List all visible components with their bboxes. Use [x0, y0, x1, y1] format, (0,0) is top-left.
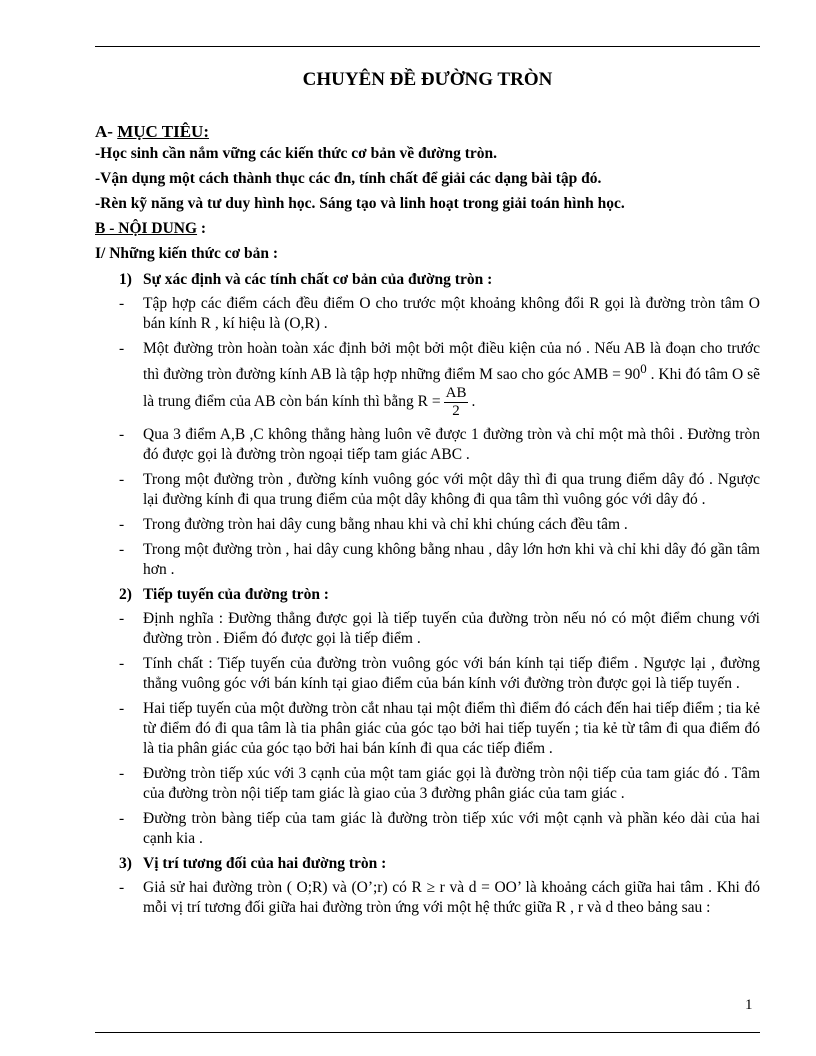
list-item [95, 540, 760, 580]
fraction-denominator: 2 [452, 403, 460, 420]
subsection-2-heading [119, 585, 760, 605]
subsection-2-number: 2) [119, 586, 132, 604]
subsection-3-list [95, 878, 760, 918]
bullet-dash: - [119, 471, 125, 489]
subsection-1-list [95, 294, 760, 580]
bullet-dash: - [119, 700, 125, 718]
list-item-text: Một đường tròn hoàn toàn xác định bởi một bởi một điều kiện của nó . Nếu AB là đoạn cho trước thì đường tròn đường kính AB là tập hợp những điểm M sao cho góc AMB = 90 [143, 340, 760, 384]
footer-rule [95, 1032, 760, 1033]
list-item [95, 515, 760, 535]
section-b-suffix: : [197, 220, 207, 237]
bullet-dash: - [119, 879, 125, 897]
list-item [95, 425, 760, 465]
fraction [444, 385, 469, 420]
section-b-title: B - NỘI DUNG [95, 220, 198, 237]
list-item [95, 699, 760, 759]
section-b-heading [95, 219, 760, 239]
page-number: 1 [745, 997, 753, 1013]
goal-1: -Học sinh cần nắm vững các kiến thức cơ bản về đường tròn. [95, 145, 498, 162]
radius-formula [417, 385, 476, 420]
section-a-prefix: A- [95, 122, 118, 141]
section-a-heading [95, 122, 760, 142]
list-item [95, 294, 760, 334]
list-item-text: Định nghĩa : Đường thẳng được gọi là tiếp tuyến của đường tròn nếu nó có một điểm chung với đường tròn . Điểm đó được gọi là tiếp điểm . [143, 610, 760, 648]
list-item [95, 339, 760, 420]
fraction-numerator: AB [445, 385, 467, 402]
bullet-dash: - [119, 810, 125, 828]
list-item-text: Đường tròn tiếp xúc với 3 cạnh của một tam giác gọi là đường tròn nội tiếp của tam giác đó . Tâm của đường tròn nội tiếp tam giác là giao của 3 đường phân giác của tam giác . [143, 765, 760, 803]
list-item [95, 654, 760, 694]
list-item-text: Trong đường tròn hai dây cung bằng nhau khi và chỉ khi chúng cách đều tâm . [143, 516, 628, 534]
subsection-1-heading [119, 270, 760, 290]
list-item-text: Tính chất : Tiếp tuyến của đường tròn vuông góc với bán kính tại tiếp điểm . Ngược lại , đường thẳng vuông góc với bán kính tại giao điểm của bán kính với đường tròn được gọi là tiếp tuyến . [143, 655, 760, 693]
bullet-dash: - [119, 295, 125, 312]
list-item-text: Giả sử hai đường tròn ( O;R) và (O’;r) có R ≥ r và d = OO’ là khoảng cách giữa hai tâm . Khi đó mỗi vị trí tương đối giữa hai đường tròn ứng với một hệ thức giữa R , r và d theo bảng sau : [143, 879, 760, 917]
formula-end: . [471, 393, 476, 411]
list-item-text: Hai tiếp tuyến của một đường tròn cắt nhau tại một điểm thì điểm đó cách đến hai tiếp điểm ; tia kẻ từ điểm đó đi qua tâm là tia phân giác của góc tạo bởi hai tiếp tuyến ; tia kẻ từ tâm đi qua điểm đó là tia phân giác của góc tạo bởi hai bán kính đi qua các tiếp điểm . [143, 700, 760, 758]
bullet-dash: - [119, 426, 125, 444]
document-title: CHUYÊN ĐỀ ĐƯỜNG TRÒN [302, 69, 553, 90]
list-item-text: Qua 3 điểm A,B ,C không thẳng hàng luôn vẽ được 1 đường tròn và chỉ một mà thôi . Đường tròn đó được gọi là đường tròn ngoại tiếp tam giác ABC . [143, 426, 760, 464]
list-item-text-tail: . Khi đó tâm O sẽ là trung điểm của AB còn bán kính thì bằng [143, 366, 760, 411]
list-item [95, 470, 760, 510]
list-item-text: Đường tròn bàng tiếp của tam giác là đường tròn tiếp xúc với một cạnh và phần kéo dài của hai cạnh kia . [143, 810, 760, 848]
bullet-dash: - [119, 516, 125, 534]
section-a-title: MỤC TIÊU: [117, 122, 209, 141]
list-item [95, 764, 760, 804]
header-rule [95, 46, 760, 47]
list-item-text: Trong một đường tròn , đường kính vuông góc với một dây thì đi qua trung điểm dây đó . Ngược lại đường kính đi qua trung điểm của một dây không đi qua tâm thì vuông góc với dây đó . [143, 471, 760, 509]
bullet-dash: - [119, 541, 125, 559]
list-item [95, 609, 760, 649]
list-item-text: Trong một đường tròn , hai dây cung không bằng nhau , dây lớn hơn khi và chỉ khi dây đó gần tâm hơn . [143, 541, 760, 579]
subsection-2-list [95, 609, 760, 849]
subsection-1-title: Sự xác định và các tính chất cơ bản của đường tròn : [143, 271, 493, 288]
list-item [95, 878, 760, 918]
bullet-dash: - [119, 340, 125, 357]
formula-lhs: R = [417, 393, 441, 411]
subsection-2-title: Tiếp tuyến của đường tròn : [143, 586, 329, 604]
bullet-dash: - [119, 655, 125, 673]
goal-3: -Rèn kỹ năng và tư duy hình học. Sáng tạo và linh hoạt trong giải toán hình học. [95, 195, 625, 212]
subsection-3-title: Vị trí tương đối của hai đường tròn : [143, 855, 387, 873]
bullet-dash: - [119, 765, 125, 783]
bullet-dash: - [119, 610, 125, 628]
section-i-heading: I/ Những kiến thức cơ bản : [95, 245, 279, 262]
list-item [95, 809, 760, 849]
document-page [95, 70, 760, 923]
subsection-3-number: 3) [119, 855, 132, 873]
list-item-text: Tập hợp các điểm cách đều điểm O cho trước một khoảng không đổi R gọi là đường tròn tâm O bán kính R , kí hiệu là (O,R) . [143, 295, 760, 332]
subsection-1-number: 1) [119, 271, 132, 288]
goal-2: -Vận dụng một cách thành thục các đn, tính chất để giải các dạng bài tập đó. [95, 170, 602, 187]
subsection-3-heading [119, 854, 760, 874]
degree-superscript: 0 [640, 361, 647, 376]
